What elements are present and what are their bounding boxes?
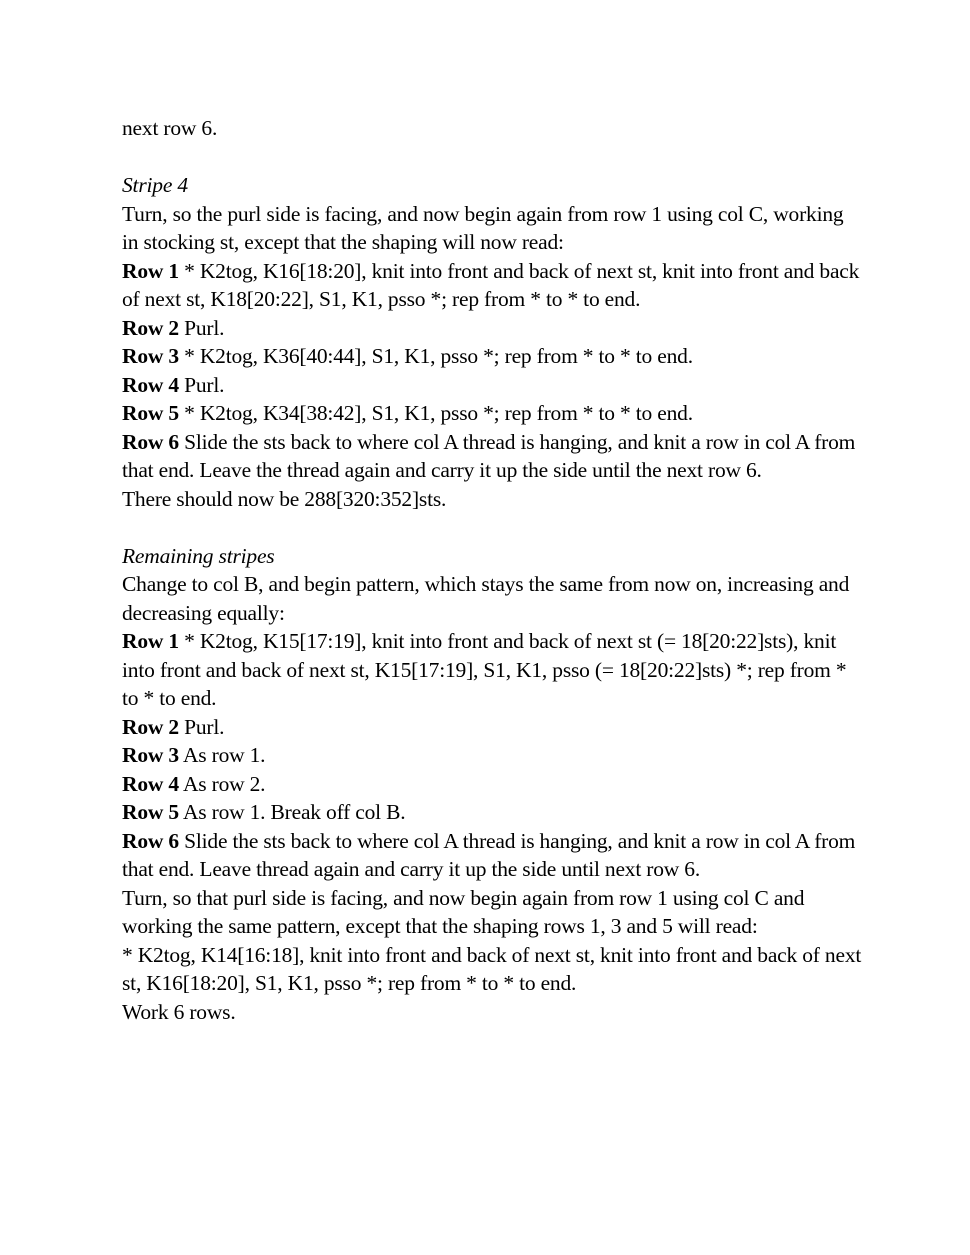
row-label: Row 3: [122, 743, 179, 767]
row-label: Row 6: [122, 429, 179, 454]
pattern-text: [122, 114, 862, 1026]
stripe4-row-1: [122, 257, 862, 314]
remaining-turn-text: Turn, so that purl side is facing, and now begin again from row 1 using col C and working the same pattern, except that the shaping rows 1, 3 and 5 will read:: [122, 885, 805, 938]
remaining-row-2: [122, 713, 862, 742]
remaining-row-4: [122, 770, 862, 799]
intro-line: next row 6.: [122, 116, 218, 140]
row-text: As row 2.: [182, 771, 266, 796]
spacer: [122, 143, 862, 172]
row-text: As row 1. Break off col B.: [182, 800, 406, 824]
remaining-shaping-text: * K2tog, K14[16:18], knit into front and back of next st, knit into front and back of next st, K16[18:20], S1, K1, psso *; rep from * to * to end.: [122, 942, 862, 995]
remaining-row-6: [122, 827, 862, 884]
stripe4-intro: Turn, so the purl side is facing, and now begin again from row 1 using col C, working in stocking st, except that the shaping will now read:: [122, 201, 844, 254]
remaining-row-1: [122, 627, 862, 713]
remaining-final-text: Work 6 rows.: [122, 999, 236, 1024]
remaining-heading: Remaining stripes: [122, 543, 275, 568]
stripe4-row-3: [122, 342, 862, 371]
spacer: [122, 513, 862, 542]
row-text: Purl.: [184, 714, 225, 739]
stripe4-row-4: [122, 371, 862, 400]
row-label: Row 1: [122, 629, 179, 653]
stripe4-footer: There should now be 288[320:352]sts.: [122, 486, 447, 511]
remaining-row-3: [122, 741, 862, 770]
row-text: * K2tog, K15[17:19], knit into front and back of next st (= 18[20:22]sts), knit into front and back of next st, K15[17:19], S1, K1, psso (= 18[20:22]sts) *; rep from * to * to end.: [122, 629, 847, 710]
remaining-row-5: [122, 798, 862, 827]
stripe4-row-2: [122, 314, 862, 343]
row-label: Row 3: [122, 344, 179, 368]
row-text: Slide the sts back to where col A thread is hanging, and knit a row in col A from that end. Leave thread again and carry it up the side until next row 6.: [122, 828, 856, 881]
row-label: Row 6: [122, 828, 179, 853]
row-label: Row 5: [122, 401, 179, 425]
row-label: Row 5: [122, 800, 179, 824]
row-text: * K2tog, K36[40:44], S1, K1, psso *; rep from * to * to end.: [184, 344, 693, 368]
row-text: Purl.: [184, 315, 225, 340]
stripe4-row-5: [122, 399, 862, 428]
stripe4-row-6: [122, 428, 862, 485]
row-label: Row 1: [122, 258, 179, 283]
stripe4-heading: Stripe 4: [122, 173, 188, 197]
row-text: Slide the sts back to where col A thread is hanging, and knit a row in col A from that end. Leave the thread again and carry it up the side until the next row 6.: [122, 429, 856, 482]
row-label: Row 4: [122, 372, 179, 397]
remaining-intro: Change to col B, and begin pattern, which stays the same from now on, increasing and decreasing equally:: [122, 572, 850, 625]
row-label: Row 2: [122, 714, 179, 739]
row-text: Purl.: [184, 372, 225, 397]
row-label: Row 2: [122, 315, 179, 340]
row-text: As row 1.: [182, 743, 266, 767]
row-text: * K2tog, K34[38:42], S1, K1, psso *; rep from * to * to end.: [184, 401, 693, 425]
row-label: Row 4: [122, 771, 179, 796]
row-text: * K2tog, K16[18:20], knit into front and back of next st, knit into front and back of next st, K18[20:22], S1, K1, psso *; rep from * to * to end.: [122, 258, 860, 311]
